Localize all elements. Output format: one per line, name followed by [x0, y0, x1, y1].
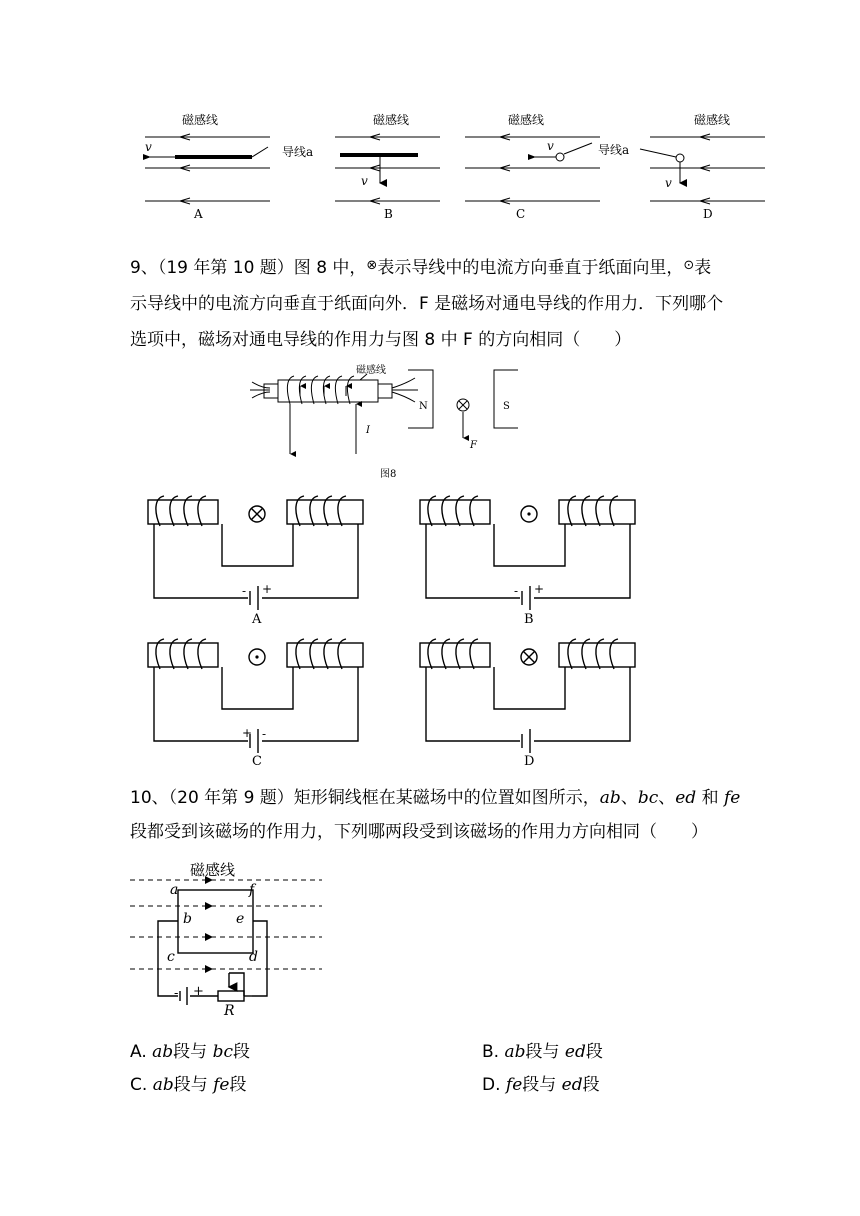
q10-answer-a[interactable]	[130, 1037, 250, 1062]
top-panel-a	[145, 134, 270, 204]
figure-8	[250, 360, 540, 460]
q10-label-a: a	[170, 882, 179, 898]
top-panel-b	[335, 134, 440, 204]
q9-c-minus: -	[262, 727, 267, 741]
q10-sep1: 、	[620, 788, 638, 808]
q10-answer-a-prefix: A.	[130, 1042, 147, 1062]
q10-answer-c-p2: fe	[213, 1075, 230, 1095]
fig8-i-label: I	[366, 425, 370, 436]
seg-ab: ab	[599, 788, 621, 808]
top-d-magnetic-label: 磁感线	[694, 113, 731, 127]
q10-answer-b-p1: ab	[504, 1042, 526, 1062]
top-panel-c	[465, 134, 600, 204]
top-d-wire-label: 导线a	[598, 143, 630, 157]
q10-answer-a-p2: bc	[212, 1042, 233, 1062]
q10-answer-d-suffix: 段	[582, 1075, 600, 1095]
fig8-s-label: S	[503, 401, 510, 412]
q10-answer-d-p1: fe	[505, 1075, 523, 1095]
q10-label-r: R	[224, 1003, 235, 1019]
top-a-magnetic-label: 磁感线	[182, 113, 219, 127]
top-panel-d-letter: D	[703, 207, 713, 221]
q10-answer-c-p1: ab	[152, 1075, 174, 1095]
q10-answer-d-mid: 段与	[522, 1075, 557, 1095]
top-c-magnetic-label: 磁感线	[508, 113, 545, 127]
q10-label-d: d	[249, 949, 258, 965]
q9-option-c-letter: C	[252, 754, 262, 769]
top-panel-d	[640, 134, 765, 204]
q9-line2: 示导线中的电流方向垂直于纸面向外．F 是磁场对通电导线的作用力．下列哪个	[130, 294, 724, 314]
top-b-wire-label: 导线a	[282, 145, 314, 159]
q10-line1	[130, 788, 740, 808]
q10-answer-b-suffix: 段	[585, 1042, 603, 1062]
q10-answer-a-suffix: 段	[232, 1042, 250, 1062]
top-panel-a-letter: A	[194, 207, 203, 221]
q9-a-minus: -	[242, 584, 247, 598]
seg-bc: bc	[637, 788, 659, 808]
top-figure	[130, 105, 780, 230]
q9-line1-b: 表示导线中的电流方向垂直于纸面向里，	[377, 258, 684, 278]
q9-option-b-circuit	[420, 496, 635, 610]
q9-c-plus: +	[242, 726, 253, 740]
q10-label-b: b	[183, 911, 192, 927]
q10-answer-d-p2: ed	[561, 1075, 583, 1095]
q9-option-a-circuit	[148, 496, 363, 610]
fig8-caption: 图8	[380, 469, 397, 480]
q10-answer-b-p2: ed	[564, 1042, 586, 1062]
q9-b-minus: -	[514, 584, 519, 598]
q9-line1-c: 表	[694, 258, 712, 278]
q9-option-c-circuit	[148, 639, 363, 753]
q9-line1-a: 9、（19 年第 10 题）图 8 中，	[130, 258, 367, 278]
q10-answer-b-mid: 段与	[525, 1042, 560, 1062]
q9-option-d-letter: D	[524, 754, 535, 769]
top-d-v-label: v	[665, 176, 672, 190]
q9-option-d-circuit	[420, 639, 635, 753]
q10-line2: 段都受到该磁场的作用力，下列哪两段受到该磁场的作用力方向相同（ ）	[130, 822, 708, 842]
q10-answer-c-mid: 段与	[173, 1075, 208, 1095]
q9-b-plus: +	[534, 582, 545, 596]
q10-answer-d-prefix: D.	[482, 1075, 501, 1095]
seg-fe: fe	[724, 788, 741, 808]
q10-answer-b-prefix: B.	[482, 1042, 500, 1062]
q10-answer-a-p1: ab	[152, 1042, 174, 1062]
top-panel-c-letter: C	[516, 207, 526, 221]
q10-sep2: 、	[658, 788, 676, 808]
q9-option-a-letter: A	[252, 612, 262, 627]
top-panel-b-letter: B	[384, 207, 393, 221]
q10-and: 和	[696, 788, 724, 808]
q10-magnetic-label: 磁感线	[190, 861, 236, 879]
q10-minus: -	[174, 986, 179, 1001]
top-b-magnetic-label: 磁感线	[373, 113, 410, 127]
q10-answer-c[interactable]	[130, 1070, 246, 1095]
q10-plus: +	[193, 984, 204, 999]
dot-symbol-icon: ⊙	[683, 258, 695, 273]
top-b-v-label: v	[361, 174, 368, 188]
q10-label-c: c	[167, 949, 175, 965]
q10-answer-c-suffix: 段	[229, 1075, 247, 1095]
q9-option-b-letter: B	[524, 612, 534, 627]
q10-answer-d[interactable]	[482, 1070, 600, 1095]
q9-line3: 选项中，磁场对通电导线的作用力与图 8 中 F 的方向相同（ ）	[130, 330, 632, 350]
q10-answer-c-prefix: C.	[130, 1075, 148, 1095]
fig8-n-label: N	[419, 401, 428, 412]
q10-label-f: f	[249, 882, 255, 898]
q10-line1-a: 10、（20 年第 9 题）矩形铜线框在某磁场中的位置如图所示，	[130, 788, 600, 808]
q9-line1	[130, 256, 711, 278]
top-c-v-label: v	[547, 139, 554, 153]
q9-options-figure	[140, 488, 660, 778]
q10-answer-b[interactable]	[482, 1037, 603, 1062]
cross-symbol-icon: ⊗	[366, 258, 378, 273]
q10-answer-a-mid: 段与	[173, 1042, 208, 1062]
q10-label-e: e	[236, 911, 245, 927]
q9-a-plus: +	[262, 582, 273, 596]
fig8-f-label: F	[470, 440, 477, 451]
top-a-v-label: v	[145, 140, 152, 154]
seg-ed: ed	[675, 788, 697, 808]
fig8-magnetic-label: 磁感线	[356, 365, 386, 376]
